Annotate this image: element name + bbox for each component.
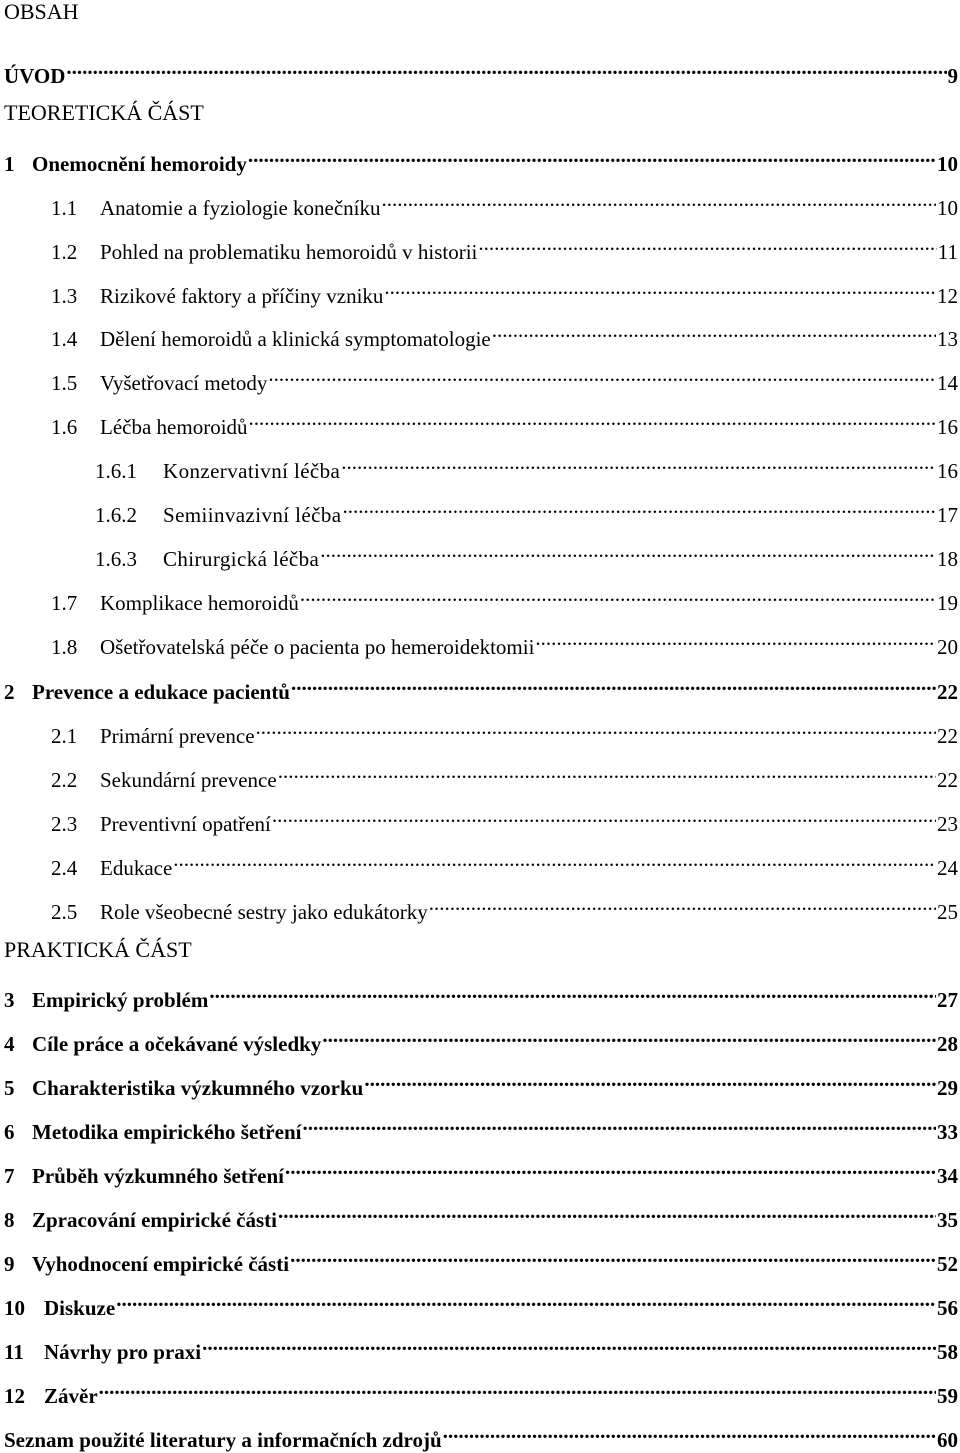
toc-entry-page: 11 (937, 240, 958, 264)
dot-leader (382, 189, 937, 215)
toc-entry-chapter-4[interactable] (4, 1025, 958, 1056)
toc-entry-1-4[interactable] (51, 320, 958, 351)
toc-entry-number: 3 (4, 988, 15, 1012)
toc-entry-label: Semiinvazivní léčba (163, 503, 342, 527)
toc-entry-page: 12 (937, 284, 958, 308)
toc-entry-page: 27 (937, 988, 958, 1012)
toc-entry-chapter-6[interactable] (4, 1113, 958, 1144)
toc-entry-number: 1.4 (51, 327, 78, 351)
toc-entry-number: 8 (4, 1208, 15, 1232)
toc-entry-label: Cíle práce a očekávané výsledky (32, 1032, 322, 1056)
toc-entry-page: 33 (937, 1120, 958, 1144)
toc-entry-1-6-1[interactable] (95, 452, 958, 483)
toc-entry-chapter-7[interactable] (4, 1157, 958, 1188)
toc-entry-page: 58 (937, 1340, 958, 1364)
dot-leader (66, 57, 946, 83)
toc-entry-2-2[interactable] (51, 761, 958, 792)
dot-leader (320, 540, 936, 566)
toc-entry-1-2[interactable] (51, 233, 958, 264)
dot-leader (478, 233, 936, 259)
toc-entry-page: 14 (937, 371, 958, 395)
toc-entry-1-6-3[interactable] (95, 540, 958, 571)
toc-entry-page: 28 (937, 1032, 958, 1056)
toc-entry-chapter-12[interactable] (4, 1377, 958, 1408)
toc-entry-label: Vyhodnocení empirické části (32, 1252, 290, 1276)
toc-entry-page: 24 (937, 856, 958, 880)
toc-entry-page: 20 (937, 635, 958, 659)
toc-entry-label: Pohled na problematiku hemoroidů v historii (100, 240, 478, 264)
toc-entry-references[interactable] (4, 1421, 958, 1452)
toc-entry-number: 1.8 (51, 635, 78, 659)
toc-entry-label: Edukace (100, 856, 173, 880)
toc-entry-label: Charakteristika výzkumného vzorku (32, 1076, 364, 1100)
toc-entry-label: Rizikové faktory a příčiny vzniku (100, 284, 384, 308)
toc-entry-page: 60 (937, 1428, 958, 1452)
dot-leader (248, 145, 936, 171)
dot-leader (278, 761, 936, 787)
toc-entry-page: 23 (937, 812, 958, 836)
section-heading-practice: PRAKTICKÁ ČÁST (4, 937, 192, 962)
toc-entry-label: Chirurgická léčba (163, 547, 320, 571)
toc-entry-label: Dělení hemoroidů a klinická symptomatologie (100, 327, 491, 351)
dot-leader (302, 1113, 936, 1139)
toc-entry-page: 52 (937, 1252, 958, 1276)
toc-entry-number: 9 (4, 1252, 15, 1276)
toc-entry-page: 10 (937, 152, 958, 176)
toc-entry-label: Sekundární prevence (100, 768, 277, 792)
toc-entry-number: 1.6.1 (95, 459, 137, 483)
toc-entry-1-3[interactable] (51, 277, 958, 308)
toc-entry-number: 1.7 (51, 591, 78, 615)
toc-entry-label: Průběh výzkumného šetření (32, 1164, 284, 1188)
toc-entry-label: Anatomie a fyziologie konečníku (100, 196, 381, 220)
toc-entry-1-7[interactable] (51, 584, 958, 615)
toc-entry-number: 2.2 (51, 768, 78, 792)
toc-entry-page: 13 (937, 327, 958, 351)
dot-leader (116, 1289, 936, 1315)
toc-entry-chapter-8[interactable] (4, 1201, 958, 1232)
dot-leader (341, 452, 936, 478)
dot-leader (300, 584, 936, 610)
toc-entry-number: 1 (4, 152, 15, 176)
toc-entry-page: 19 (937, 591, 958, 615)
toc-entry-2-5[interactable] (51, 893, 958, 924)
toc-entry-chapter-11[interactable] (4, 1333, 958, 1364)
toc-entry-page: 16 (937, 415, 958, 439)
toc-entry-chapter-3[interactable] (4, 981, 958, 1012)
dot-leader (291, 673, 936, 699)
toc-entry-page: 10 (937, 196, 958, 220)
toc-entry-label: ÚVOD (4, 64, 66, 88)
dot-leader (492, 320, 936, 346)
toc-entry-page: 34 (937, 1164, 958, 1188)
toc-entry-number: 12 (4, 1384, 25, 1408)
toc-entry-chapter-10[interactable] (4, 1289, 958, 1320)
dot-leader (209, 981, 936, 1007)
toc-entry-2-3[interactable] (51, 805, 958, 836)
toc-entry-page: 18 (937, 547, 958, 571)
toc-entry-label: Vyšetřovací metody (100, 371, 268, 395)
toc-entry-number: 2.5 (51, 900, 78, 924)
toc-entry-number: 7 (4, 1164, 15, 1188)
toc-entry-1-5[interactable] (51, 364, 958, 395)
toc-entry-2-4[interactable] (51, 849, 958, 880)
toc-entry-chapter-5[interactable] (4, 1069, 958, 1100)
toc-entry-label: Zpracování empirické části (32, 1208, 277, 1232)
toc-entry-page: 17 (937, 503, 958, 527)
toc-entry-uvod[interactable] (4, 57, 958, 88)
dot-leader (268, 364, 936, 390)
dot-leader (535, 628, 936, 654)
toc-entry-page: 59 (937, 1384, 958, 1408)
toc-entry-number: 6 (4, 1120, 15, 1144)
toc-entry-number: 10 (4, 1296, 25, 1320)
dot-leader (342, 496, 936, 522)
toc-entry-1-6-2[interactable] (95, 496, 958, 527)
toc-entry-number: 2 (4, 680, 15, 704)
toc-entry-label: Preventivní opatření (100, 812, 271, 836)
toc-entry-label: Komplikace hemoroidů (100, 591, 299, 615)
toc-entry-label: Empirický problém (32, 988, 209, 1012)
toc-entry-1-1[interactable] (51, 189, 958, 220)
toc-entry-label: Léčba hemoroidů (100, 415, 248, 439)
dot-leader (173, 849, 936, 875)
toc-entry-number: 2.4 (51, 856, 78, 880)
toc-entry-page: 22 (937, 680, 958, 704)
toc-title: OBSAH (4, 0, 79, 24)
toc-entry-page: 56 (937, 1296, 958, 1320)
toc-entry-1-6[interactable] (51, 408, 958, 439)
toc-entry-1-8[interactable] (51, 628, 958, 659)
dot-leader (443, 1421, 936, 1447)
toc-entry-page: 16 (937, 459, 958, 483)
toc-entry-number: 1.6 (51, 415, 78, 439)
toc-entry-page: 35 (937, 1208, 958, 1232)
dot-leader (249, 408, 936, 434)
dot-leader (285, 1157, 936, 1183)
dot-leader (99, 1377, 936, 1403)
toc-entry-number: 4 (4, 1032, 15, 1056)
dot-leader (384, 277, 936, 303)
toc-entry-number: 1.6.3 (95, 547, 137, 571)
dot-leader (364, 1069, 936, 1095)
toc-entry-label: Ošetřovatelská péče o pacienta po hemeroidektomii (100, 635, 535, 659)
toc-entry-number: 5 (4, 1076, 15, 1100)
toc-entry-number: 1.2 (51, 240, 78, 264)
dot-leader (278, 1201, 936, 1227)
toc-entry-page: 25 (937, 900, 958, 924)
toc-entry-page: 22 (937, 724, 958, 748)
toc-entry-label: Metodika empirického šetření (32, 1120, 302, 1144)
dot-leader (256, 717, 936, 743)
toc-entry-label: Role všeobecné sestry jako edukátorky (100, 900, 428, 924)
toc-entry-number: 1.1 (51, 196, 78, 220)
dot-leader (290, 1245, 936, 1271)
dot-leader (202, 1333, 936, 1359)
dot-leader (272, 805, 936, 831)
dot-leader (322, 1025, 936, 1051)
toc-entry-number: 1.5 (51, 371, 78, 395)
toc-entry-number: 2.3 (51, 812, 78, 836)
toc-entry-number: 2.1 (51, 724, 78, 748)
toc-entry-number: 1.3 (51, 284, 78, 308)
toc-entry-chapter-1[interactable] (4, 145, 958, 176)
toc-entry-label: Onemocnění hemoroidy (32, 152, 247, 176)
toc-entry-label: Seznam použité literatury a informačních zdrojů (4, 1428, 442, 1452)
toc-entry-chapter-2[interactable] (4, 673, 958, 704)
toc-entry-number: 1.6.2 (95, 503, 137, 527)
dot-leader (429, 893, 936, 919)
toc-entry-label: Prevence a edukace pacientů (32, 680, 290, 704)
toc-entry-2-1[interactable] (51, 717, 958, 748)
toc-entry-label: Konzervativní léčba (163, 459, 341, 483)
toc-entry-number: 11 (4, 1340, 24, 1364)
section-heading-theory: TEORETICKÁ ČÁST (4, 100, 204, 125)
toc-entry-page: 22 (937, 768, 958, 792)
toc-entry-label: Návrhy pro praxi (44, 1340, 202, 1364)
toc-entry-label: Závěr (44, 1384, 98, 1408)
toc-entry-chapter-9[interactable] (4, 1245, 958, 1276)
toc-entry-label: Diskuze (44, 1296, 116, 1320)
toc-entry-page: 29 (937, 1076, 958, 1100)
toc-entry-page: 9 (947, 64, 958, 88)
toc-entry-label: Primární prevence (100, 724, 255, 748)
